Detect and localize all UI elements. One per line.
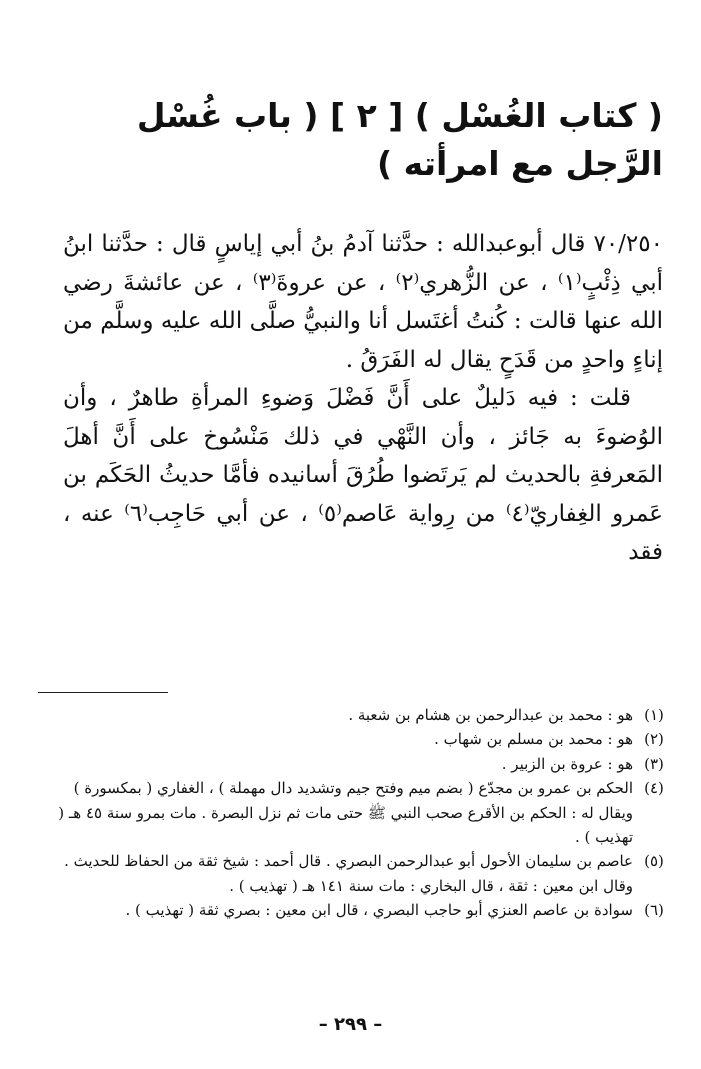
footnote-text: عاصم بن سليمان الأحول أبو عبدالرحمن البصري . قال أحمد : شيخ ثقة من الحفاظ للحديث . وقال ابن معين : ثقة ، قال البخاري : مات سنة ١٤١ هـ ( تهذيب ) . [64,852,633,895]
footnote [35,752,675,776]
hadith-body [63,225,663,572]
footnote [35,703,675,727]
footnote [35,898,675,922]
footnotes [35,703,675,923]
hadith-paragraph: ٧٠/٢٥٠ قال أبوعبدالله : حدَّثنا آدمُ بنُ أبي إياسٍ قال : حدَّثنا ابنُ أبي ذِئْبٍ⁽١⁾ ، عن الزُّهري⁽٢⁾ ، عن عروةَ⁽٣⁾ ، عن عائشةَ رضي الله عنها قالت : كُنتُ أغتَسل أنا والنبيُّ صلَّى الله عليه وسلَّم من إناءٍ واحدٍ من قَدَحٍ يقال له الفَرَقُ . [63,231,664,373]
footnote-text: هو : عروة بن الزبير . [501,754,633,773]
footnote-text: هو : محمد بن مسلم بن شهاب . [434,730,633,749]
footnote-text: هو : محمد بن عبدالرحمن بن هشام بن شعبة . [348,706,633,724]
footnote-text: الحكم بن عمرو بن مجدّع ( بضم ميم وفتح جيم وتشديد دال مهملة ) ، الغفاري ( بمكسورة ) ويقال له : الحكم بن الأقرع صحب النبي ﷺ حتى مات ثم نزل البصرة . مات بمرو سنة ٤٥ هـ ( تهذيب ) . [58,779,633,847]
footnote [35,849,675,898]
page-number: – ٢٩٩ – [318,1014,383,1035]
chapter-heading: ( كتاب الغُسْل ) [ ٢ ] ( باب غُسْل الرَّجل مع امرأته ) [136,96,663,183]
footnote-number: (٤) [644,779,664,798]
footnote-text: سوادة بن عاصم العنزي أبو حاجب البصري ، قال ابن معين : بصري ثقة ( تهذيب ) . [125,901,633,920]
footnote [35,776,675,849]
footnote-divider [38,692,168,693]
footnote-number: (٢) [644,730,664,749]
footnote [35,727,675,751]
footnote-number: (٣) [644,754,664,773]
footnote-number: (٥) [644,852,664,871]
commentary-paragraph: قلت : فيه دَليلٌ على أَنَّ فَضْلَ وَضوءِ المرأةِ طاهرٌ ، وأن الوُضوءَ به جَائز ، وأن النَّهْي في ذلك مَنْسُوخ على أَنَّ أهلَ المَعرفةِ بالحديث لم يَرتَضوا طُرُقَ أسانيده فأمَّا حديثُ الحَكَم بن عَمرو الغِفاريّ⁽٤⁾ من رِواية عَاصم⁽٥⁾ ، عن أبي حَاجِب⁽٦⁾ عنه ، فقد [63,385,664,565]
footnote-number: (١) [644,706,664,724]
footnote-number: (٦) [644,901,664,920]
